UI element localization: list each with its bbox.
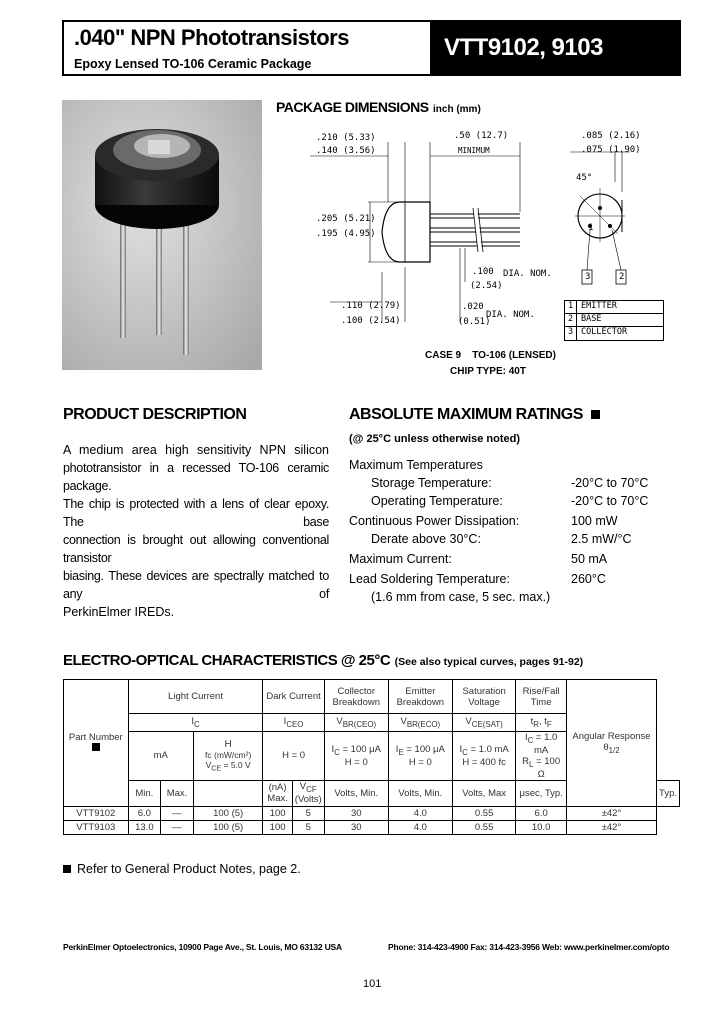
eo-heading-note: (See also typical curves, pages 91-92) — [394, 656, 584, 668]
emitter-breakdown-header: Emitter Breakdown — [388, 680, 452, 714]
dim-label: .100 (2.54) — [341, 316, 401, 326]
cell-max: — — [161, 820, 194, 834]
unit-emit: Volts, Min. — [388, 780, 452, 806]
rating-label: (1.6 mm from case, 5 sec. max.) — [371, 590, 551, 604]
angular-label: Angular Response θ — [572, 730, 651, 753]
light-current-header: Light Current — [128, 680, 263, 714]
dim-label: (2.54) — [470, 281, 503, 291]
legend-num: 1 — [565, 301, 577, 313]
cell-min: 13.0 — [128, 820, 161, 834]
pin-label: 2 — [619, 272, 625, 282]
rating-row — [371, 494, 503, 508]
rating-row — [349, 572, 510, 586]
cell-na: 100 — [263, 806, 292, 820]
dim-angle: 45° — [576, 173, 593, 183]
cell-sat: 0.55 — [452, 820, 515, 834]
eo-table — [63, 679, 680, 835]
cell-vcf: 5 — [292, 820, 324, 834]
cell-min: 6.0 — [128, 806, 161, 820]
rating-row — [349, 458, 483, 472]
cell-rise: 6.0 — [516, 806, 567, 820]
rating-label: Maximum Current: — [349, 552, 452, 566]
pin-label: 1 — [588, 223, 594, 233]
cell-emit: 4.0 — [388, 806, 452, 820]
rating-row — [349, 514, 519, 528]
desc-line: A medium area high sensitivity NPN silicon — [63, 443, 329, 457]
rating-value: -20°C to 70°C — [571, 476, 649, 490]
cell-max: — — [161, 806, 194, 820]
dim-label: .205 (5.21) — [316, 214, 376, 224]
package-heading-units: inch (mm) — [433, 104, 481, 115]
desc-line: phototransistor in a recessed TO-106 ceramic package. — [63, 461, 329, 493]
cond-emit: $I_E = 100$ μA H = 0 — [388, 732, 452, 781]
rise-fall-header: Rise/Fall Time — [516, 680, 567, 714]
sym-vebr: $V_{BR(ECO)}$ — [388, 714, 452, 732]
eo-heading — [63, 652, 583, 670]
cell-emit: 4.0 — [388, 820, 452, 834]
header-box — [62, 20, 681, 76]
desc-line: connection is brought out allowing conventional transistor — [63, 533, 329, 565]
unit-h-blank — [193, 780, 263, 806]
rating-row — [371, 590, 550, 604]
cell-ang: ±42° — [566, 820, 656, 834]
rating-value: 50 mA — [571, 552, 608, 566]
dim-label: .210 (5.33) — [316, 133, 376, 143]
unit-ang: Typ. — [657, 780, 680, 806]
legend-row — [565, 314, 663, 327]
page-number: 101 — [363, 978, 382, 990]
sym-vbr: $V_{BR(CEO)}$ — [324, 714, 388, 732]
cond-dark: H = 0 — [263, 732, 324, 781]
rating-value: -20°C to 70°C — [571, 494, 649, 508]
page-subtitle: Epoxy Lensed TO-106 Ceramic Package — [74, 57, 312, 71]
chip-line: CHIP TYPE: 40T — [450, 366, 526, 377]
cond-coll: $I_C = 100$ μA H = 0 — [324, 732, 388, 781]
dim-label: (0.51) — [458, 317, 491, 327]
package-heading-text: PACKAGE DIMENSIONS — [276, 99, 429, 115]
cell-na: 100 — [263, 820, 292, 834]
part-number-title: VTT9102, 9103 — [444, 34, 603, 61]
part-number-header — [64, 680, 129, 807]
legend-num: 3 — [565, 327, 577, 340]
footer-address: PerkinElmer Optoelectronics, 10900 Page Ave., St. Louis, MO 63132 USA — [63, 942, 342, 952]
rating-value: 100 mW — [571, 514, 618, 528]
dim-label: .075 (1.90) — [581, 145, 641, 155]
rating-value: 260°C — [571, 572, 606, 586]
unit-max: Max. — [161, 780, 194, 806]
ratings-heading — [349, 406, 600, 424]
product-photo — [62, 100, 262, 370]
sym-iceo: $I_{CEO}$ — [263, 714, 324, 732]
dim-label: .110 (2.79) — [341, 301, 401, 311]
unit-sat: Volts, Max — [452, 780, 515, 806]
package-dimensions-heading — [276, 99, 481, 117]
cell-coll: 30 — [324, 820, 388, 834]
cell-part: VTT9102 — [64, 806, 129, 820]
pin-label: 3 — [585, 272, 591, 282]
dim-label: .195 (4.95) — [316, 229, 376, 239]
dim-label: DIA. NOM. — [503, 269, 552, 279]
cond-sat: $I_C = 1.0$ mA H = 400 fc — [452, 732, 515, 781]
product-description-body — [63, 441, 329, 621]
rating-label: Lead Soldering Temperature: — [349, 572, 510, 586]
case-line: CASE 9 TO-106 (LENSED) — [425, 350, 556, 361]
rating-label: Maximum Temperatures — [349, 458, 483, 472]
dim-label: DIA. NOM. — [486, 310, 535, 320]
ratings-heading-text: ABSOLUTE MAXIMUM RATINGS — [349, 406, 583, 423]
dim-label: .085 (2.16) — [581, 131, 641, 141]
legend-row — [565, 301, 663, 314]
cell-h: 100 (5) — [193, 806, 263, 820]
unit-coll: Volts, Min. — [324, 780, 388, 806]
dim-label: .020 — [462, 302, 484, 312]
angular-sub: 1/2 — [608, 745, 620, 755]
pin-legend — [564, 300, 664, 341]
sym-t: $t_R$, $t_F$ — [516, 714, 567, 732]
unit-min: Min. — [128, 780, 161, 806]
rating-value: 2.5 mW/°C — [571, 532, 632, 546]
eo-heading-text: ELECTRO-OPTICAL CHARACTERISTICS @ 25°C — [63, 652, 391, 669]
table-row — [64, 806, 680, 820]
legend-row — [565, 327, 663, 340]
dim-label: MINIMUM — [458, 146, 490, 155]
note-square-icon — [92, 743, 100, 751]
eo-header-row — [64, 680, 680, 714]
header-left — [64, 22, 430, 74]
cell-vcf: 5 — [292, 806, 324, 820]
note-text: Refer to General Product Notes, page 2. — [77, 862, 301, 876]
cell-part: VTT9103 — [64, 820, 129, 834]
desc-line: The chip is protected with a lens of clear epoxy. The base — [63, 497, 329, 529]
cond-rise: $I_C = 1.0$ mA $R_L = 100$ Ω — [516, 732, 567, 781]
saturation-voltage-header: Saturation Voltage — [452, 680, 515, 714]
legend-label: EMITTER — [581, 301, 617, 311]
legend-label: BASE — [581, 314, 602, 324]
general-notes-reference — [63, 862, 301, 876]
bullet-square-icon — [591, 410, 600, 419]
product-description-heading: PRODUCT DESCRIPTION — [63, 406, 247, 423]
cell-coll: 30 — [324, 806, 388, 820]
legend-num: 2 — [565, 314, 577, 326]
rating-label: Continuous Power Dissipation: — [349, 514, 520, 528]
sym-vsat: $V_{CE(SAT)}$ — [452, 714, 515, 732]
part-number-label: Part Number — [68, 731, 123, 743]
collector-breakdown-header: Collector Breakdown — [324, 680, 388, 714]
rating-row — [371, 476, 492, 490]
page-title: .040" NPN Phototransistors — [74, 25, 349, 50]
footer-contact: Phone: 314-423-4900 Fax: 314-423-3956 Web: www.perkinelmer.com/opto — [388, 942, 670, 952]
legend-label: COLLECTOR — [581, 327, 628, 337]
cell-rise: 10.0 — [516, 820, 567, 834]
rating-row — [349, 552, 452, 566]
rating-label: Operating Temperature: — [371, 494, 503, 508]
unit-na: (nA) Max. — [263, 780, 292, 806]
cond-h: H fc (mW/cm²) $V_{CE} = 5.0$ V — [193, 732, 263, 781]
ratings-list — [349, 458, 669, 608]
dim-label: .100 — [472, 267, 494, 277]
dim-label: .140 (3.56) — [316, 146, 376, 156]
unit-vcf: $V_{CF}$ (Volts) — [292, 780, 324, 806]
dark-current-header: Dark Current — [263, 680, 324, 714]
cond-ma: mA — [128, 732, 193, 781]
header-right — [430, 22, 679, 74]
dim-label: .50 (12.7) — [454, 131, 509, 141]
rating-row — [371, 532, 481, 546]
unit-rise: μsec, Typ. — [516, 780, 567, 806]
rating-label: Derate above 30°C: — [371, 532, 481, 546]
table-row — [64, 820, 680, 834]
cell-sat: 0.55 — [452, 806, 515, 820]
angular-response-header — [566, 680, 656, 807]
phototransistor-image — [62, 100, 262, 370]
desc-line: PerkinElmer IREDs. — [63, 605, 175, 619]
sym-ic: $I_C$ — [128, 714, 263, 732]
desc-line: biasing. These devices are spectrally matched to any of — [63, 569, 329, 601]
cell-ang: ±42° — [566, 806, 656, 820]
rating-label: Storage Temperature: — [371, 476, 492, 490]
ratings-note: (@ 25°C unless otherwise noted) — [349, 433, 520, 445]
note-square-icon — [63, 865, 71, 873]
cell-h: 100 (5) — [193, 820, 263, 834]
